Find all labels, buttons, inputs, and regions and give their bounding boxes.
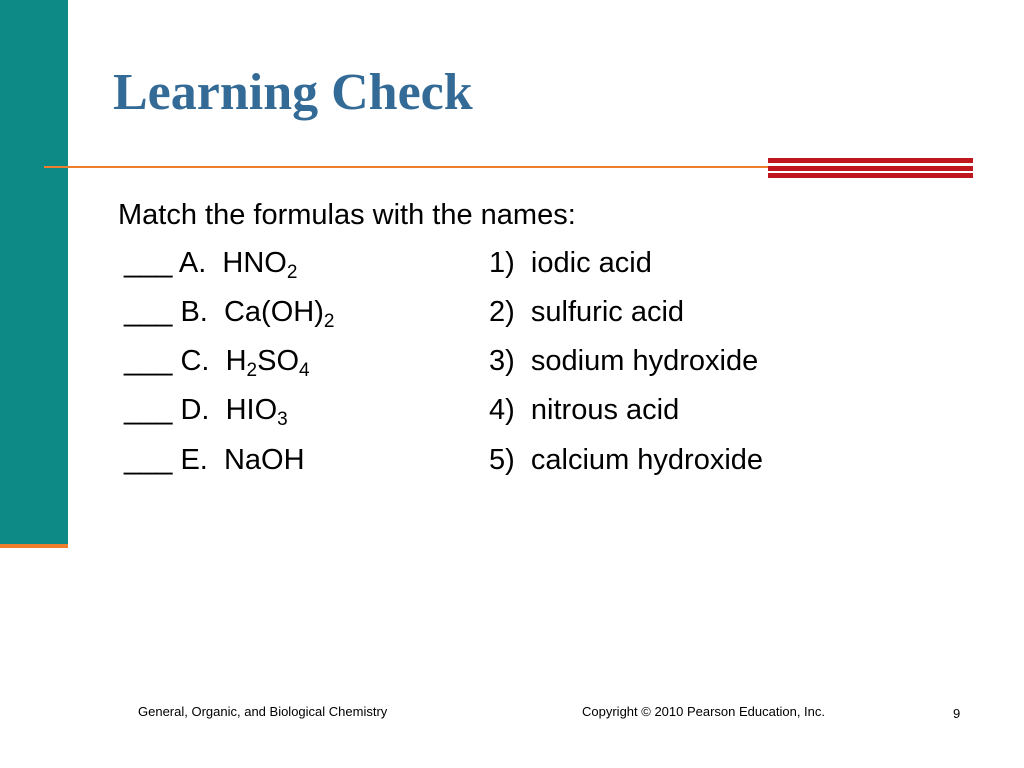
- formula-d: ___ D. $HIO_3$: [124, 394, 288, 430]
- formula-a: ___ A. $HNO_2$: [124, 247, 298, 283]
- title-divider-line: [44, 166, 768, 168]
- formula-e: ___ E. NaOH: [124, 444, 305, 476]
- name-4: 4) nitrous acid: [489, 394, 680, 426]
- footer-course-title: General, Organic, and Biological Chemistry: [138, 704, 388, 719]
- name-3: 3) sodium hydroxide: [489, 345, 759, 377]
- formula-b: ___ B. $Ca(OH)_2$: [124, 296, 335, 332]
- title-divider-accent: [768, 158, 973, 178]
- sidebar-accent-line: [0, 544, 68, 548]
- name-5: 5) calcium hydroxide: [489, 444, 764, 476]
- name-2: 2) sulfuric acid: [489, 296, 685, 328]
- instructions-text: Match the formulas with the names:: [118, 199, 576, 231]
- footer-copyright: Copyright © 2010 Pearson Education, Inc.: [582, 704, 826, 719]
- slide-number: 9: [953, 706, 961, 721]
- slide-title: Learning Check: [113, 64, 473, 121]
- formula-c: ___ C. $H_2SO_4$: [124, 345, 310, 381]
- left-sidebar-bar: [0, 0, 68, 546]
- name-1: 1) iodic acid: [489, 247, 652, 279]
